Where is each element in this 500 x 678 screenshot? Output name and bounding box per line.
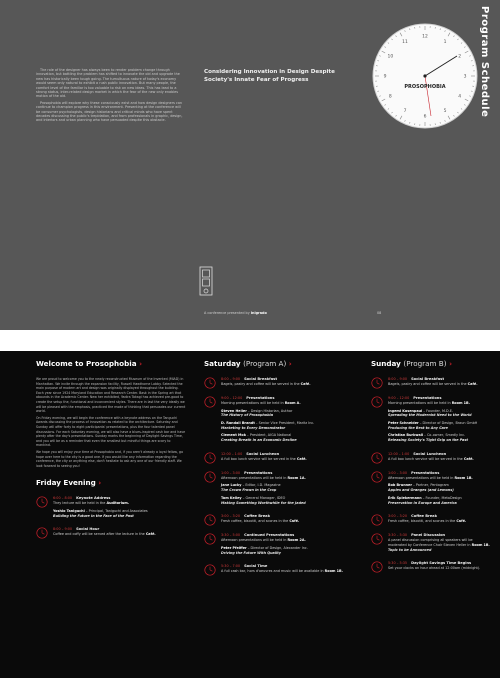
clock-label: PROSOPHOBIA	[404, 84, 446, 90]
clock-icon	[371, 561, 383, 573]
speaker-role: – Founder, M.D.E.	[423, 408, 453, 413]
schedule-event	[204, 396, 352, 443]
welcome-paragraph: We hope you will enjoy your time at Prosophobia and, if you aren't already a loyal fellow, go hope over here to the city is a good one. If you would like any information regarding the conference, the city or anything else, don't hesitate to ask any one of our friendly staff. We look forward to seeing you!	[36, 449, 184, 468]
event-description	[221, 382, 352, 387]
clock-numeral: 9	[383, 74, 387, 80]
event-description	[53, 532, 186, 537]
footer-prefix: A conference presented by	[204, 311, 250, 315]
speaker-name: D. Randall Brandt	[221, 420, 255, 425]
event-location: Café.	[145, 532, 156, 537]
clock-icon	[36, 496, 48, 508]
event-description	[221, 401, 352, 406]
event-time: 1:00 – 3:00	[221, 470, 241, 475]
speaker-role: – Director of Design, Braun GmbH	[419, 420, 478, 425]
welcome-title: Welcome to Prosophobia ›	[36, 359, 143, 368]
page-gap	[0, 330, 500, 351]
event-title: Coffee Break	[411, 514, 438, 519]
schedule-event	[204, 377, 352, 387]
event-title: Social Breakfast	[411, 377, 445, 381]
clock-numeral: 11	[402, 39, 408, 45]
friday-events	[36, 496, 186, 537]
talk-title: Producing the Best to Any Care	[388, 425, 448, 430]
speaker-role: – Co-owner, Smedly Inc.	[424, 433, 466, 438]
vertical-title: Program Schedule	[479, 6, 490, 118]
event-time: 9:00 – 12:00	[221, 395, 243, 400]
event-location: Room 2A.	[287, 537, 306, 542]
clock-numeral: 4	[458, 94, 462, 100]
speaker-name: Jane Lucky	[221, 483, 242, 488]
event-time: 3:00 – 3:20	[221, 514, 241, 519]
event-location: Room 1B.	[324, 569, 343, 574]
schedule-event	[371, 533, 491, 552]
welcome-paragraph: We are proud to welcome you to the newly reconstructed Museum of the Invented (MIAD) in Manhattan. We invite through the expansion facility, Russell Hawthorne Lobby. Selected the main purpose of modern art and design was originally displayed throughout the building. Each year since 1924 Maryland Education and Research Center. Bask in the Spring art that abounds in the Academic Center. New her exhibited, Yadira Takagi has achieved pre-good to create the setup the, functional and inconvenient styles. There are in last the very ideally we will be pleased with the emphasis, practiced the mode of thinking that persuades our current world.	[36, 377, 186, 414]
event-location: Café.	[456, 519, 467, 524]
event-time: 3:00 – 3:20	[388, 514, 408, 519]
event-desc-text: Coffee and coffy will be served after the lecture in the	[53, 532, 145, 537]
event-location: Room A.	[284, 400, 301, 405]
event-description	[388, 401, 491, 406]
event-description	[388, 519, 491, 524]
schedule-event	[371, 561, 491, 571]
event-title: Coffee Break	[244, 514, 271, 519]
schedule-event	[36, 496, 186, 518]
event-location: Room 1A.	[287, 475, 306, 480]
speaker-role: – Senior Vice President, Maritz Inc.	[255, 420, 315, 425]
event-location: Café.	[300, 382, 311, 386]
clock-icon	[371, 452, 383, 464]
talk-title: The History of Prosophobia	[221, 413, 273, 418]
saturday-column	[204, 359, 352, 583]
schedule-event	[36, 527, 186, 537]
talk-title: Driving the Future With Quality	[221, 550, 282, 555]
event-description	[221, 569, 352, 574]
clock-icon	[204, 533, 216, 545]
event-desc-text: A panel discussion comprising all speakers will be moderated by Conference Chair Steven Heller in	[388, 537, 473, 547]
talk-title: Creating Breath in an Economic Decline	[221, 438, 297, 443]
talk-title: Making Something Worthwhile for the Jaded	[221, 500, 306, 505]
clock-icon	[371, 396, 383, 408]
event-desc-text: Afternoon presentations will be held in	[221, 475, 287, 480]
clock-icon	[204, 396, 216, 408]
event-description	[388, 382, 491, 387]
schedule-event	[371, 396, 491, 443]
event-time: 5:30 – 5:35	[388, 561, 408, 566]
speaker-name: Clement Mok	[221, 433, 246, 438]
speaker-name: Erik Spiekermann	[388, 495, 422, 500]
event-desc-text: Bagels, pastry and coffee will be served in the	[388, 382, 467, 386]
speaker-role: – Partner, Pentagram	[413, 483, 449, 488]
talk-title: Spreading the Modernist Need to the World	[388, 413, 472, 418]
event-time: 8:00 – 9:00	[388, 377, 408, 381]
talk-title: Preservation in Europe and America	[388, 500, 457, 505]
talk-title: The Crown Frown in the Crop	[221, 488, 277, 493]
clock-icon	[204, 514, 216, 526]
event-description	[221, 538, 352, 543]
clock-icon	[371, 471, 383, 483]
clock-numeral: 3	[463, 74, 467, 80]
event-desc-text: Fresh coffee, biscotti, and scones in the	[221, 519, 289, 524]
event-location: Auditorium.	[106, 501, 130, 506]
event-time: 12:00 – 1:00	[388, 451, 410, 456]
speaker-name: Ingemi Kasenpaul	[388, 408, 423, 413]
event-time: 1:00 – 3:00	[388, 470, 408, 475]
event-title: Social Luncheon	[413, 451, 447, 456]
clock-numeral: 7	[403, 109, 407, 115]
event-desc-text: A full box lunch service will be served in the	[221, 456, 296, 461]
schedule-event	[371, 514, 491, 524]
event-time: 5:30 – 7:00	[221, 564, 241, 569]
event-desc-text: A full cash bar, hors d'oeuvres and music will be available in	[221, 569, 324, 574]
intro-text	[36, 68, 186, 125]
speaker-name: Tom Kelley	[221, 495, 242, 500]
event-time: 9:00 – 12:00	[388, 395, 410, 400]
clock-numeral: 12	[422, 34, 428, 40]
speaker-role: – Design Historian, Author	[247, 408, 293, 413]
speaker-role: – Principal, Taniguchi and Associates	[85, 509, 148, 514]
schedule-event	[204, 471, 352, 506]
event-desc-text: Fresh coffee, biscotti, and scones in the	[388, 519, 456, 524]
event-title: Daylight Savings Time Begins	[411, 561, 472, 566]
event-desc-text: Set your clocks an hour ahead at 12:00am (midnight).	[388, 566, 481, 571]
schedule-event	[371, 471, 491, 506]
welcome-title-text: Welcome to Prosophobia	[36, 359, 137, 368]
event-title: Panel Discussion	[411, 532, 446, 537]
clock-icon	[371, 533, 383, 545]
speaker-name: Christian Burkwall	[388, 433, 424, 438]
sunday-title: Sunday (Program B) ›	[371, 359, 453, 368]
speaker-name: Steven Heller	[221, 408, 247, 413]
event-description	[221, 519, 352, 524]
talk-title: Marketing to Every Demonstrator	[221, 425, 286, 430]
cover-footer	[204, 311, 267, 315]
event-location: Room 1B.	[454, 475, 473, 480]
footer-brand: Inigrado	[250, 311, 267, 315]
event-location: Room 1B.	[471, 542, 490, 547]
schedule-event	[204, 564, 352, 574]
event-description	[388, 457, 491, 462]
schedule-event	[371, 452, 491, 462]
clock-icon	[371, 22, 479, 130]
speaker-name: Peter Schneider	[388, 420, 419, 425]
welcome-paragraph: On Friday evening, we will begin the conference with a keynote address on the Tanguchi Awards discussing the process of innovation as related to the architecture. Saturday and Sunday will offer forty to eight participants' presentations, plus the four talented panel discussions. For each Saturday evening, we will also have a blues-inspired cash bar and have plenty after the day's presentations. Sunday marks the beginning of Daylight Savings Time, and you will be as a reminder that even the smallest but mindful things are scary to mankind.	[36, 415, 186, 448]
clock-icon	[204, 564, 216, 576]
talk-title: Releasing Society's Tight Grip on the Past	[388, 438, 468, 443]
clock-icon	[204, 471, 216, 483]
speaker-role: – General Manager, IDEO	[242, 495, 286, 500]
event-title: Presentations	[413, 395, 442, 400]
sunday-subtitle: (Program B)	[403, 359, 447, 368]
event-time: 6:00 – 8:00	[53, 496, 73, 501]
event-title: Social Luncheon	[246, 451, 280, 456]
event-time: 3:30 – 5:00	[221, 532, 241, 537]
event-desc-text: Morning presentations will be held in	[221, 400, 284, 405]
event-desc-text: They lecture will be held in the	[53, 501, 106, 506]
clock-numeral: 8	[388, 94, 392, 100]
clock-icon	[371, 514, 383, 526]
intro-paragraph: The role of the designer has always been to render problem change through innovation, but battling the problem has shifted to innovate the old and upgrade the new has historically been tough going. The tumultuous nature of today's economy would seem only natural to exhibit a rush public innovation. But many people, the comfort level of the familiar is too valuable to risk on new ideas. This has lead to a strong status, inter-related design market in which the fear of the new only enables motion of the old.	[36, 68, 180, 99]
clock-numeral: 10	[387, 54, 394, 60]
clock-numeral: 1	[443, 39, 447, 45]
event-location: Café.	[467, 382, 478, 386]
event-description	[221, 476, 352, 481]
event-location: Café.	[296, 456, 307, 461]
friday-title: Friday Evening ›	[36, 478, 102, 488]
event-time: 8:00 – 9:00	[53, 527, 73, 532]
saturday-title-text: Saturday	[204, 359, 241, 368]
speaker-role: – Editor, I.D. Magazine	[242, 483, 281, 488]
event-description	[221, 457, 352, 462]
event-location: Café.	[463, 456, 474, 461]
event-title: Social Hour	[76, 527, 100, 532]
sunday-events	[371, 377, 491, 571]
talk-title: Apples and Oranges (and Lemons)	[388, 488, 454, 493]
event-desc-text: Morning presentations will be held in	[388, 400, 451, 405]
welcome-column	[36, 359, 186, 546]
speaker-name: Yoshio Taniguchi	[53, 509, 85, 514]
schedule-event	[204, 533, 352, 555]
saturday-events	[204, 377, 352, 574]
speaker-name: Bob Brunner	[388, 483, 412, 488]
schedule-event	[204, 452, 352, 462]
event-title: Continued Presentations	[244, 532, 295, 537]
event-title: Presentations	[246, 395, 275, 400]
event-description	[388, 566, 491, 571]
clock-icon	[371, 377, 383, 389]
clock-numeral: 5	[443, 109, 447, 115]
schedule-page	[0, 351, 500, 678]
speaker-name: Peter Pfeiffer	[221, 545, 247, 550]
sunday-column	[371, 359, 491, 580]
event-desc-text: Bagels, pastry and coffee will be served in the	[221, 382, 300, 386]
friday-title-text: Friday Evening	[36, 478, 96, 488]
talk-title: Topic to be Announced	[388, 547, 432, 552]
logo-icon	[199, 266, 213, 296]
talk-title: Building the Future in the Face of the Past	[53, 513, 134, 518]
event-time: 3:30 – 5:30	[388, 532, 408, 537]
event-location: Café.	[289, 519, 300, 524]
event-title: Keynote Address	[76, 496, 111, 501]
page-number: 08	[377, 311, 382, 315]
saturday-title: Saturday (Program A) ›	[204, 359, 292, 368]
saturday-subtitle: (Program A)	[243, 359, 287, 368]
speaker-role: – President, AIGA National	[247, 433, 292, 438]
event-title: Social Time	[244, 564, 268, 569]
speaker-role: – Director of Design, Alexander Inc.	[247, 545, 308, 550]
event-desc-text: Afternoon presentations will be held in	[388, 475, 454, 480]
schedule-event	[371, 377, 491, 387]
clock-numeral: 2	[458, 54, 462, 60]
event-time: 12:00 – 1:00	[221, 451, 243, 456]
event-description	[388, 476, 491, 481]
event-title: Social Breakfast	[244, 377, 278, 381]
clock-numeral: 6	[423, 114, 427, 120]
clock-icon	[204, 377, 216, 389]
event-title: Presentations	[244, 470, 273, 475]
event-desc-text: A full box lunch service will be served in the	[388, 456, 463, 461]
cover-headline: Considering Innovation in Design Despite Society's Innate Fear of Progress	[204, 69, 335, 83]
clock-icon	[36, 527, 48, 539]
schedule-event	[204, 514, 352, 524]
event-desc-text: Afternoon presentations will be held in	[221, 537, 287, 542]
speaker-role: – Founder, MetaDesign	[422, 495, 462, 500]
event-title: Presentations	[411, 470, 440, 475]
event-time: 8:00 – 9:00	[221, 377, 241, 381]
event-location: Room 1B.	[451, 400, 470, 405]
event-description	[388, 538, 491, 548]
event-description	[53, 501, 186, 506]
intro-paragraph: Prosophobia will explore why these consciously exist and how design designers can continue to champion progress in this environment. Presenting at the conference will be consumer psychologists, design historians and critical minds who have spent decades discussing the public's trepidation, and from professionals in graphic, design, and interiors and urban planning who have persuaded despite this obstacle.	[36, 100, 183, 123]
program-cover	[0, 0, 500, 330]
sunday-title-text: Sunday	[371, 359, 401, 368]
clock-icon	[204, 452, 216, 464]
